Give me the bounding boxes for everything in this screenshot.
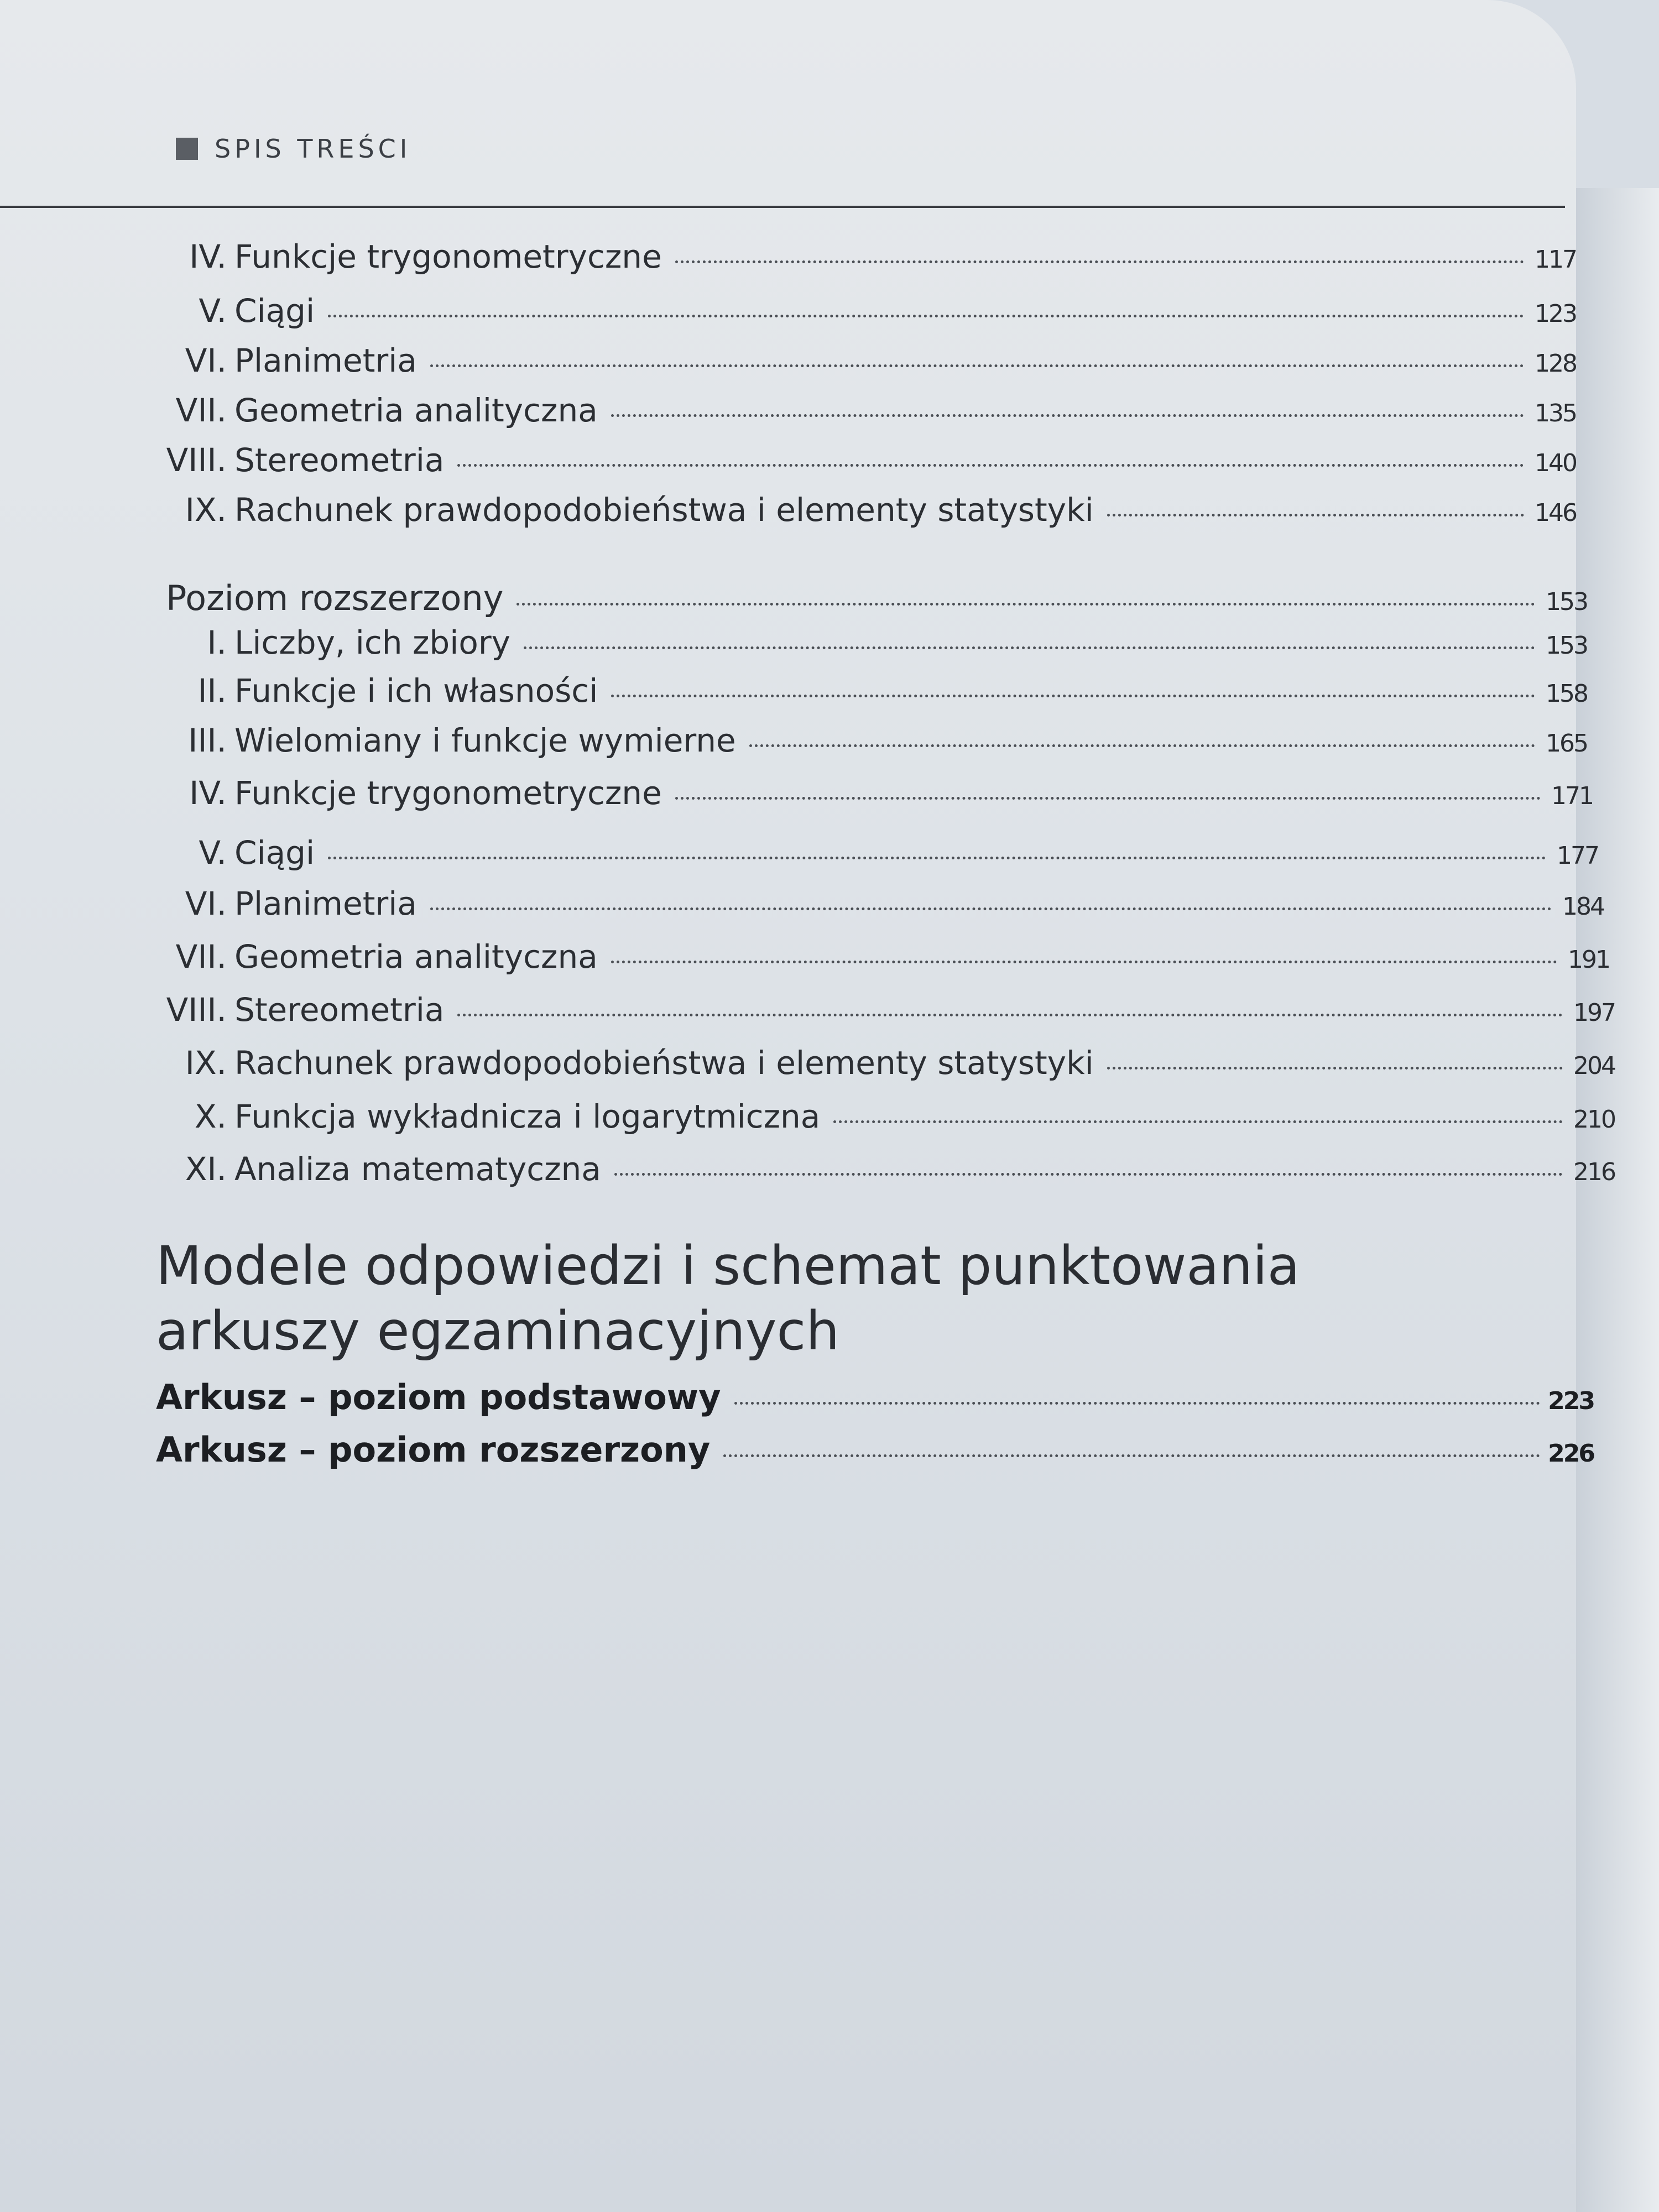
toc-level-heading bbox=[166, 578, 1587, 618]
dot-leader bbox=[611, 695, 1535, 697]
toc-entry-page: 146 bbox=[1535, 499, 1576, 527]
dot-leader bbox=[524, 646, 1535, 649]
toc-entry-label: Liczby, ich zbiory bbox=[234, 624, 511, 661]
toc-entry bbox=[116, 624, 1587, 661]
toc-entry-label: Geometria analityczna bbox=[234, 392, 598, 429]
toc-entry-page: 171 bbox=[1551, 782, 1593, 810]
toc-entry-number: VI. bbox=[185, 885, 227, 922]
toc-entry bbox=[116, 292, 1576, 330]
toc-entry-number: VII. bbox=[175, 392, 227, 429]
toc-entry-page: 153 bbox=[1546, 588, 1587, 616]
toc-entry-number: IX. bbox=[185, 1044, 227, 1082]
toc-entry bbox=[116, 238, 1576, 275]
dot-leader bbox=[328, 315, 1524, 317]
toc-entry-page: 128 bbox=[1535, 349, 1576, 378]
toc-entry-page: 135 bbox=[1535, 399, 1576, 427]
toc-entry-label: Rachunek prawdopodobieństwa i elementy statystyki bbox=[234, 1044, 1094, 1082]
toc-entry-page: 117 bbox=[1535, 246, 1576, 274]
toc-entry-label: Planimetria bbox=[234, 885, 417, 922]
toc-entry-page: 210 bbox=[1573, 1105, 1615, 1134]
toc-entry-label: Arkusz – poziom rozszerzony bbox=[156, 1430, 711, 1470]
dot-leader bbox=[614, 1173, 1563, 1176]
toc-entry bbox=[116, 1150, 1615, 1188]
toc-entry-number: VII. bbox=[175, 938, 227, 975]
dot-leader bbox=[833, 1120, 1563, 1123]
dot-leader bbox=[723, 1454, 1540, 1457]
dot-leader bbox=[1107, 514, 1524, 517]
toc-entry-number: VIII. bbox=[166, 441, 227, 479]
toc-entry-label: Stereometria bbox=[234, 991, 445, 1029]
toc-entry-label: Stereometria bbox=[234, 441, 445, 479]
toc-entry-label: Funkcja wykładnicza i logarytmiczna bbox=[234, 1098, 821, 1135]
toc-entry-page: 184 bbox=[1562, 893, 1604, 921]
toc-entry-number: III. bbox=[188, 722, 227, 759]
dot-leader bbox=[675, 260, 1524, 263]
toc-entry-label: Funkcje trygonometryczne bbox=[234, 238, 662, 275]
toc-entry-number: VI. bbox=[185, 342, 227, 379]
toc-entry-page: 204 bbox=[1573, 1052, 1615, 1080]
header-title: SPIS TREŚCI bbox=[215, 134, 411, 164]
toc-entry-number: IV. bbox=[189, 238, 227, 275]
dot-leader bbox=[675, 797, 1541, 800]
toc-entry-page: 123 bbox=[1535, 300, 1576, 328]
toc-entry-label: Planimetria bbox=[234, 342, 417, 379]
toc-entry-number: I. bbox=[207, 624, 227, 661]
toc-entry-label: Ciągi bbox=[234, 292, 315, 330]
toc-entry-page: 191 bbox=[1568, 946, 1609, 974]
toc-entry bbox=[116, 1098, 1615, 1135]
dot-leader bbox=[1107, 1067, 1563, 1070]
toc-entry-label: Arkusz – poziom podstawowy bbox=[156, 1377, 721, 1417]
toc-entry-page: 158 bbox=[1546, 680, 1587, 708]
toc-entry-label: Wielomiany i funkcje wymierne bbox=[234, 722, 736, 759]
toc-entry-number: II. bbox=[197, 672, 227, 709]
toc-entry-page: 197 bbox=[1573, 999, 1615, 1027]
toc-entry-number: IV. bbox=[189, 774, 227, 812]
toc-entry bbox=[116, 672, 1587, 709]
toc-entry bbox=[116, 1044, 1615, 1082]
section-title: Modele odpowiedzi i schemat punktowania arkuszy egzaminacyjnych bbox=[156, 1235, 1300, 1362]
toc-entry-number: V. bbox=[199, 834, 227, 872]
toc-entry-label: Analiza matematyczna bbox=[234, 1150, 601, 1188]
toc-entry bbox=[116, 392, 1576, 429]
dot-leader bbox=[611, 961, 1557, 963]
toc-entry-number: VIII. bbox=[166, 991, 227, 1029]
toc-entry bbox=[156, 1430, 1594, 1470]
toc-entry bbox=[116, 491, 1576, 529]
toc-entry-label: Funkcje trygonometryczne bbox=[234, 774, 662, 812]
toc-entry bbox=[116, 991, 1615, 1029]
toc-entry-page: 226 bbox=[1548, 1439, 1594, 1468]
toc-entry-page: 223 bbox=[1548, 1387, 1594, 1415]
toc-entry bbox=[116, 441, 1576, 479]
toc-entry-page: 140 bbox=[1535, 449, 1576, 477]
toc-entry-page: 153 bbox=[1546, 632, 1587, 660]
toc-entry-label: Funkcje i ich własności bbox=[234, 672, 598, 709]
toc-entry-page: 177 bbox=[1557, 842, 1598, 870]
dot-leader bbox=[517, 603, 1535, 606]
toc-entry-number: X. bbox=[194, 1098, 227, 1135]
toc-entry-page: 216 bbox=[1573, 1158, 1615, 1186]
toc-level-label: Poziom rozszerzony bbox=[166, 578, 504, 618]
toc-entry-label: Geometria analityczna bbox=[234, 938, 598, 975]
toc-entry-number: V. bbox=[199, 292, 227, 330]
dot-leader bbox=[611, 414, 1524, 417]
toc-entry bbox=[116, 342, 1576, 379]
toc-entry-label: Ciągi bbox=[234, 834, 315, 872]
toc-entry bbox=[116, 885, 1604, 922]
dot-leader bbox=[430, 364, 1524, 367]
dot-leader bbox=[734, 1402, 1541, 1405]
toc-entry-label: Rachunek prawdopodobieństwa i elementy statystyki bbox=[234, 491, 1094, 529]
dot-leader bbox=[328, 857, 1546, 859]
toc-entry-number: IX. bbox=[185, 491, 227, 529]
dot-leader bbox=[749, 744, 1535, 747]
toc-entry-page: 165 bbox=[1546, 729, 1587, 758]
toc-entry bbox=[156, 1377, 1594, 1417]
toc-entry bbox=[116, 834, 1598, 872]
dot-leader bbox=[430, 907, 1552, 910]
dot-leader bbox=[457, 1014, 1563, 1016]
toc-entry bbox=[116, 722, 1587, 759]
toc-entry bbox=[116, 938, 1609, 975]
dot-leader bbox=[457, 464, 1524, 467]
toc-entry bbox=[116, 774, 1593, 812]
toc-entry-number: XI. bbox=[185, 1150, 227, 1188]
